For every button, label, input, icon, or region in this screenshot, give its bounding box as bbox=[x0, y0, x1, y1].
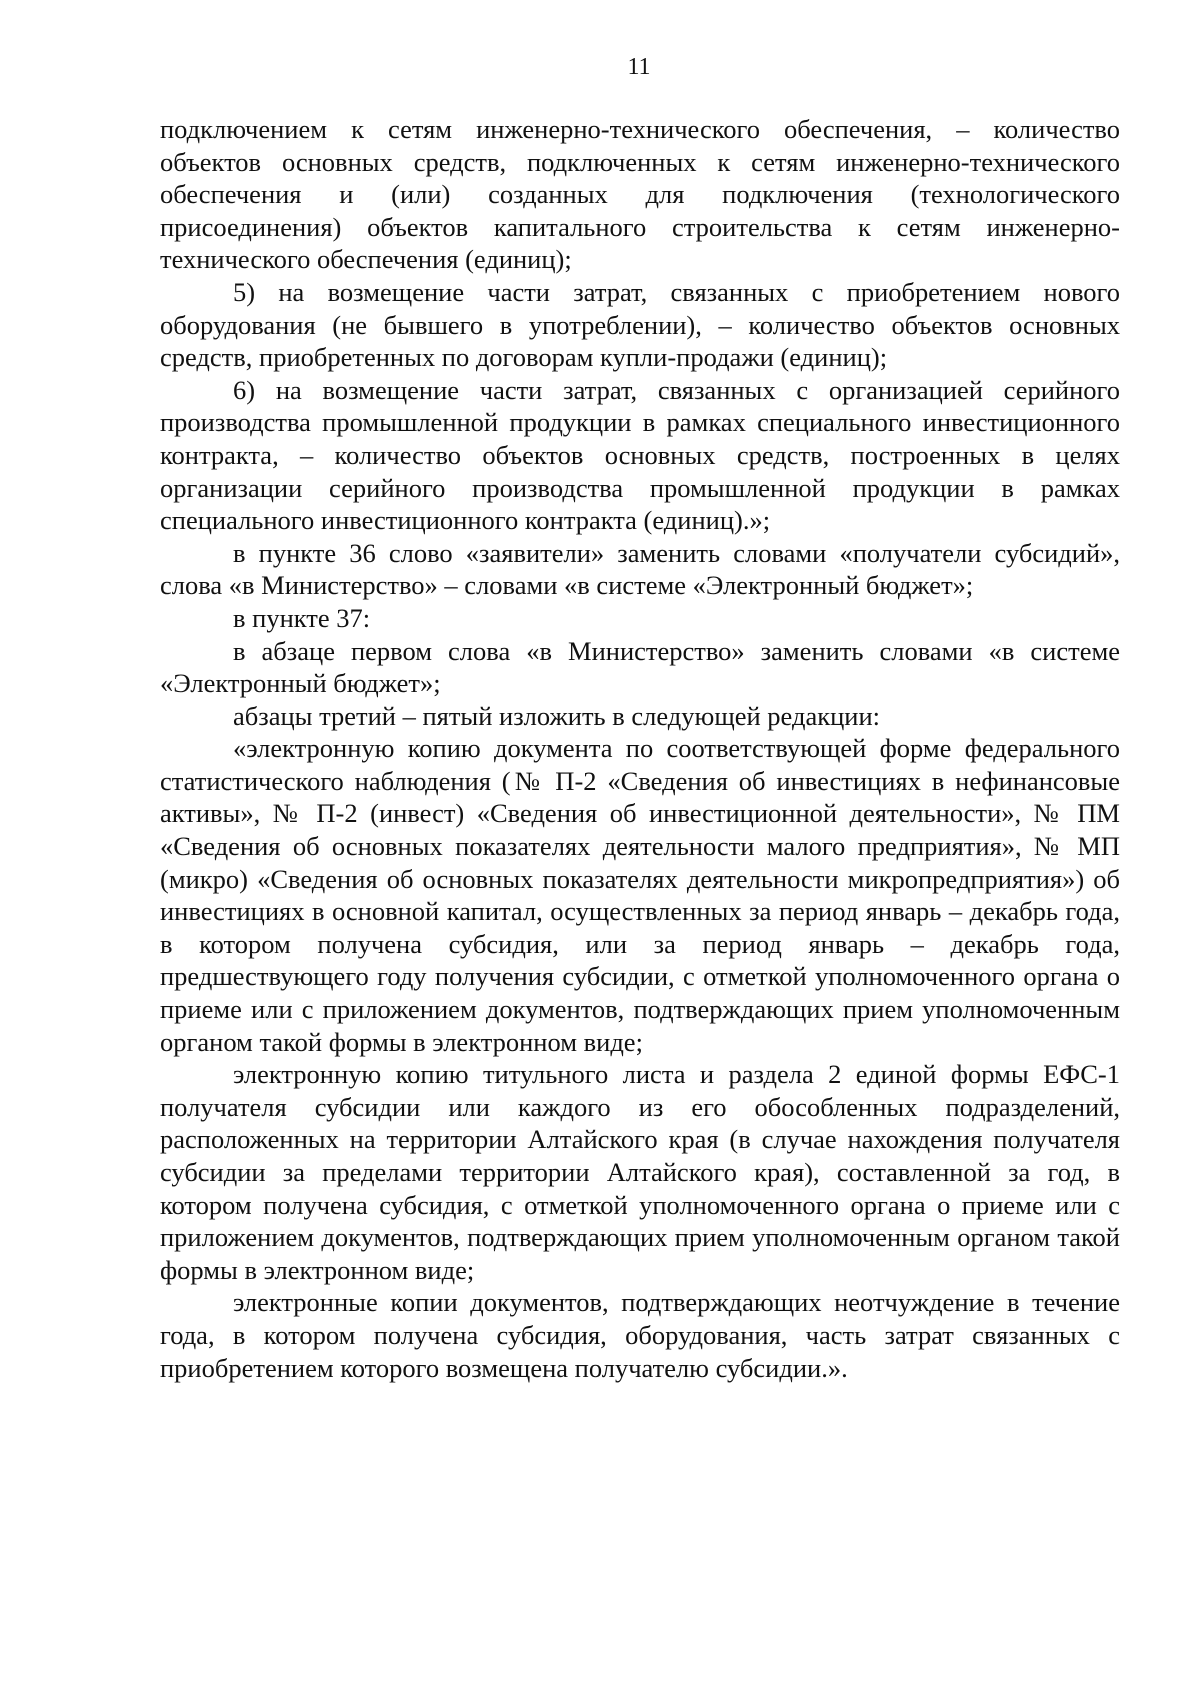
document-body bbox=[160, 113, 1120, 1384]
paragraph-abzacy-3-5: абзацы третий – пятый изложить в следующей редакции: bbox=[233, 700, 880, 731]
paragraph-item-6: 6) на возмещение части затрат, связанных с организацией серийного производства промышленной продукции в рамках специального инвестиционного контракта, – количество объектов основных средств, построенных в целях организации серийного производства промышленной продукции в рамках специального инвестиционного контракта (единиц).»; bbox=[160, 374, 1120, 536]
paragraph-electronic-copy-efs1: электронную копию титульного листа и раздела 2 единой формы ЕФС-1 получателя субсидии или каждого из его обособленных подразделений, расположенных на территории Алтайского края (в случае нахождения получателя субсидии за пределами территории Алтайского края), составленной за год, в котором получена субсидия, с отметкой уполномоченного органа о приеме или с приложением документов, подтверждающих прием уполномоченным органом такой формы в электронном виде; bbox=[160, 1059, 1120, 1285]
paragraph-point-36: в пункте 36 слово «заявители» заменить словами «получатели субсидий», слова «в Министерство» – словами «в системе «Электронный бюджет»; bbox=[160, 537, 1120, 601]
page-number: 11 bbox=[627, 54, 651, 80]
paragraph-electronic-copy-statistics: «электронную копию документа по соответствующей форме федерального статистического наблюдения (№ П-2 «Сведения об инвестициях в нефинансовые активы», № П-2 (инвест) «Сведения об инвестиционной деятельности», № ПМ «Сведения об основных показателях деятельности малого предприятия», № МП (микро) «Сведения об основных показателях деятельности микропредприятия») об инвестициях в основной капитал, осуществленных за период январь – декабрь года, в котором получена субсидия, или за период январь – декабрь года, предшествующего году получения субсидии, с отметкой уполномоченного органа о приеме или с приложением документов, подтверждающих прием уполномоченным органом такой формы в электронном виде; bbox=[160, 733, 1120, 1057]
paragraph-first-abzac: в абзаце первом слова «в Министерство» заменить словами «в системе «Электронный бюджет»; bbox=[160, 635, 1120, 699]
paragraph-continuation: подключением к сетям инженерно-технического обеспечения, – количество объектов основных средств, подключенных к сетям инженерно-технического обеспечения и (или) созданных для подключения (технологического присоединения) объектов капитального строительства к сетям инженерно-технического обеспечения (единиц); bbox=[160, 114, 1120, 275]
paragraph-item-5: 5) на возмещение части затрат, связанных с приобретением нового оборудования (не бывшего в употреблении), – количество объектов основных средств, приобретенных по договорам купли-продажи (единиц); bbox=[160, 276, 1120, 373]
paragraph-electronic-copies-neotchuzhdenie: электронные копии документов, подтверждающих неотчуждение в течение года, в котором получена субсидия, оборудования, часть затрат связанных с приобретением которого возмещена получателю субсидии.». bbox=[160, 1287, 1120, 1383]
paragraph-point-37: в пункте 37: bbox=[233, 602, 371, 633]
